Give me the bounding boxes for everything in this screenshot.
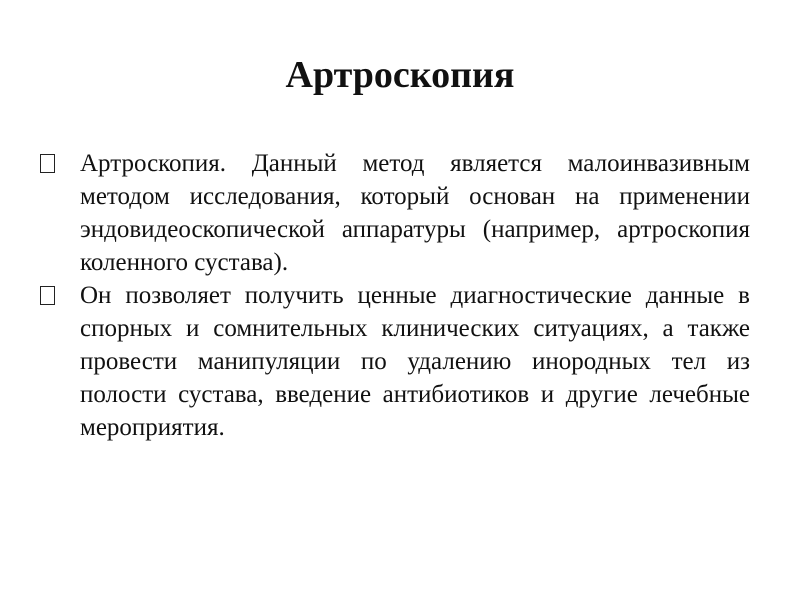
bullet-text: Артроскопия. Данный метод является малоинвазивным методом исследования, который основан на применении эндовидеоскопической аппаратуры (например, артроскопия коленного сустава). [80, 150, 750, 276]
bullet-list [38, 147, 750, 444]
bullet-square-icon [40, 154, 55, 173]
bullet-text: Он позволяет получить ценные диагностические данные в спорных и сомнительных клинических ситуациях, а также провести манипуляции по удалению инородных тел из полости сустава, введение антибиотиков и другие лечебные мероприятия. [80, 282, 750, 441]
bullet-item [38, 147, 750, 279]
slide-title: Артроскопия [285, 54, 515, 96]
bullet-square-icon [40, 286, 55, 305]
bullet-item [38, 279, 750, 444]
